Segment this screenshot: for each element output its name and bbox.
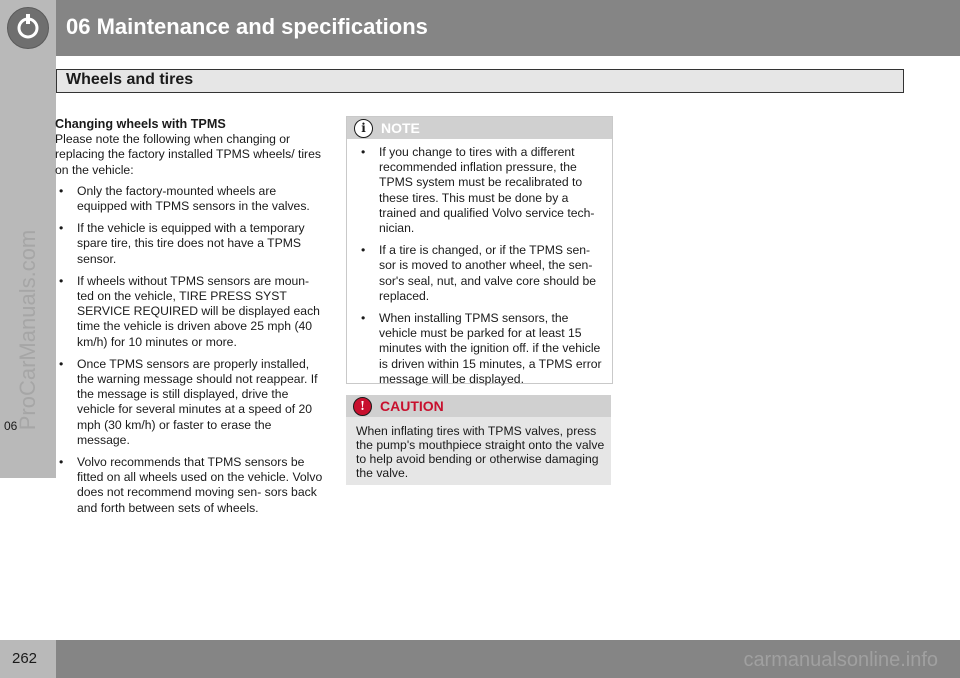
list-item bbox=[55, 455, 323, 516]
list-item bbox=[357, 311, 605, 387]
list-item-text: If you change to tires with a different recommended inflation pressure, the TPMS system must be recalibrated to these tires. This must be done by a trained and qualified Volvo service tech- nician. bbox=[379, 145, 595, 236]
caution-text: When inflating tires with TPMS valves, press the pump's mouthpiece straight onto the valve to help avoid bending or otherwise damaging the valve. bbox=[356, 424, 605, 480]
section-title: Wheels and tires bbox=[66, 71, 194, 88]
info-icon: i bbox=[354, 119, 373, 138]
bullet-icon: • bbox=[361, 145, 366, 159]
bullet-icon: • bbox=[59, 183, 64, 198]
list-item bbox=[357, 145, 605, 236]
chapter-tab-number: 06 bbox=[4, 419, 18, 433]
caution-label: CAUTION bbox=[380, 398, 444, 414]
caution-box bbox=[346, 395, 611, 485]
side-watermark: ProCarManuals.com bbox=[15, 229, 40, 431]
page-header bbox=[0, 0, 960, 56]
note-bullet-list bbox=[357, 145, 605, 394]
warning-icon: ! bbox=[353, 397, 372, 416]
page-footer bbox=[0, 640, 960, 678]
caution-header bbox=[346, 395, 611, 417]
bullet-icon: • bbox=[59, 221, 64, 236]
list-item bbox=[55, 274, 323, 350]
list-item bbox=[55, 184, 323, 214]
car-maintenance-icon bbox=[7, 7, 49, 49]
bullet-icon: • bbox=[59, 356, 64, 371]
bullet-icon: • bbox=[361, 243, 366, 258]
list-item-text: If a tire is changed, or if the TPMS sen- sor is moved to another wheel, the sen- sor's seal, nut, and valve core should be replaced. bbox=[379, 243, 597, 303]
bullet-icon: • bbox=[59, 455, 64, 470]
section-heading: Changing wheels with TPMS bbox=[55, 117, 226, 131]
list-item bbox=[357, 243, 605, 304]
main-bullet-list bbox=[55, 184, 323, 516]
list-item bbox=[55, 357, 323, 448]
list-item-text: Volvo recommends that TPMS sensors be fitted on all wheels used on the vehicle. Volvo does not recommend moving sen- sors back and forth between sets of wheels. bbox=[77, 455, 323, 515]
intro-paragraph: Please note the following when changing or replacing the factory installed TPMS wheels/ tires on the vehicle: bbox=[55, 132, 321, 177]
note-label: NOTE bbox=[381, 120, 420, 136]
list-item bbox=[55, 221, 323, 267]
list-item-text: If the vehicle is equipped with a temporary spare tire, this tire does not have a TPMS sensor. bbox=[77, 221, 305, 266]
note-box bbox=[346, 116, 613, 384]
bullet-icon: • bbox=[361, 311, 366, 326]
list-item-text: Only the factory-mounted wheels are equipped with TPMS sensors in the valves. bbox=[77, 183, 310, 214]
note-header bbox=[347, 117, 612, 139]
main-column bbox=[55, 117, 323, 523]
list-item-text: If wheels without TPMS sensors are moun- ted on the vehicle, TIRE PRESS SYST SERVICE REQUIRED will be displayed each time the vehicle is driven above 25 mph (40 km/h) for 10 minutes or more. bbox=[77, 273, 320, 349]
page-number: 262 bbox=[12, 650, 38, 667]
bullet-icon: • bbox=[59, 273, 64, 288]
section-title-bar bbox=[56, 69, 904, 93]
list-item-text: When installing TPMS sensors, the vehicle must be parked for at least 15 minutes with the ignition off. if the vehicle is driven within 15 minutes, a TPMS error message will be displayed. bbox=[379, 311, 602, 386]
list-item-text: Once TPMS sensors are properly installed, the warning message should not reappear. If the message is still displayed, drive the vehicle for several minutes at a speed of 20 mph (30 km/h) or faster to erase the message. bbox=[77, 356, 318, 447]
footer-watermark: carmanualsonline.info bbox=[743, 649, 938, 671]
chapter-title: 06 Maintenance and specifications bbox=[66, 14, 428, 39]
logo-box bbox=[0, 0, 56, 56]
page-number-box bbox=[0, 640, 56, 678]
